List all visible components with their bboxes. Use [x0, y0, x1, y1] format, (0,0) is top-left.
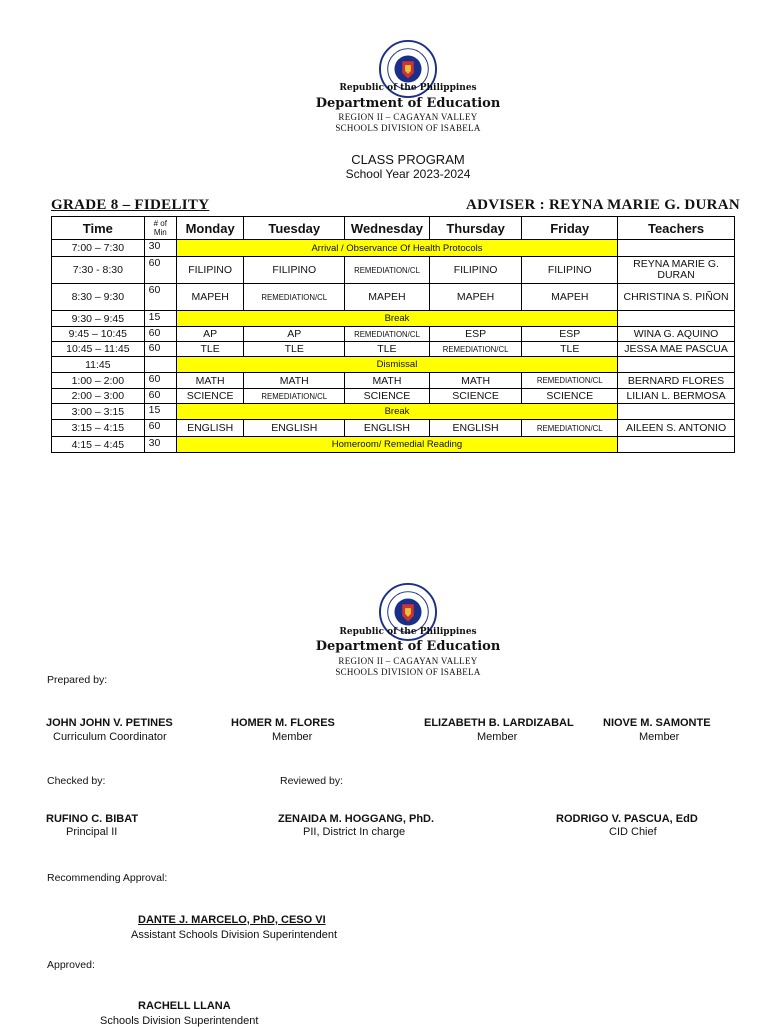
teacher-cell: WINA G. AQUINO — [618, 327, 735, 342]
signatory-role: Curriculum Coordinator — [53, 731, 167, 743]
time-cell: 7:30 - 8:30 — [52, 257, 145, 284]
teacher-cell: LILIAN L. BERMOSA — [618, 389, 735, 404]
minutes-cell: 60 — [144, 257, 176, 284]
subject-cell: ESP — [429, 327, 522, 342]
header-division: SCHOOLS DIVISION OF ISABELA — [335, 123, 481, 133]
signatory-role: Principal II — [66, 826, 118, 838]
signatory-role: Member — [477, 731, 518, 743]
activity-cell: Break — [176, 404, 617, 420]
header-teachers: Teachers — [618, 217, 735, 240]
teacher-cell: REYNA MARIE G. DURAN — [618, 257, 735, 284]
table-row — [52, 240, 735, 257]
subject-cell: REMEDIATION/CL — [345, 327, 430, 342]
program-title: CLASS PROGRAM — [351, 152, 465, 167]
subject-cell: FILIPINO — [429, 257, 522, 284]
teacher-cell: AILEEN S. ANTONIO — [618, 420, 735, 437]
signatory-name: DANTE J. MARCELO, PhD, CESO VI — [138, 914, 326, 926]
time-cell: 7:00 – 7:30 — [52, 240, 145, 257]
subject-cell: TLE — [244, 342, 345, 357]
header-department: Department of Education — [315, 96, 501, 111]
minutes-cell: 60 — [144, 373, 176, 389]
subject-cell: REMEDIATION/CL — [522, 420, 618, 437]
header-tuesday: Tuesday — [244, 217, 345, 240]
header-division: SCHOOLS DIVISION OF ISABELA — [335, 667, 481, 677]
table-row — [52, 437, 735, 453]
header-department: Department of Education — [315, 639, 501, 654]
signatory-name: ELIZABETH B. LARDIZABAL — [424, 717, 574, 729]
subject-cell: MAPEH — [429, 284, 522, 311]
time-cell: 8:30 – 9:30 — [52, 284, 145, 311]
table-row — [52, 420, 735, 437]
subject-cell: REMEDIATION/CL — [345, 257, 430, 284]
approved-label: Approved: — [47, 959, 95, 971]
table-row — [52, 373, 735, 389]
subject-cell: REMEDIATION/CL — [244, 389, 345, 404]
teacher-cell: JESSA MAE PASCUA — [618, 342, 735, 357]
subject-cell: MATH — [176, 373, 243, 389]
teacher-cell — [618, 240, 735, 257]
signatory-name: RACHELL LLANA — [138, 1000, 231, 1012]
subject-cell: MATH — [345, 373, 430, 389]
signatory-name: NIOVE M. SAMONTE — [603, 717, 711, 729]
table-row — [52, 357, 735, 373]
minutes-cell: 30 — [144, 437, 176, 453]
subject-cell: MAPEH — [176, 284, 243, 311]
subject-cell: REMEDIATION/CL — [429, 342, 522, 357]
subject-cell: MATH — [429, 373, 522, 389]
table-row — [52, 257, 735, 284]
teacher-cell — [618, 404, 735, 420]
signatory-role: PII, District In charge — [303, 826, 406, 838]
subject-cell: MATH — [244, 373, 345, 389]
subject-cell: AP — [244, 327, 345, 342]
class-schedule-table — [51, 216, 735, 453]
minutes-cell: 60 — [144, 327, 176, 342]
time-cell: 3:00 – 3:15 — [52, 404, 145, 420]
table-row — [52, 342, 735, 357]
header-time: Time — [52, 217, 145, 240]
signatory-name: HOMER M. FLORES — [231, 717, 335, 729]
table-row — [52, 327, 735, 342]
signatory-role: Member — [272, 731, 313, 743]
activity-cell: Homeroom/ Remedial Reading — [176, 437, 617, 453]
subject-cell: TLE — [176, 342, 243, 357]
time-cell: 9:30 – 9:45 — [52, 311, 145, 327]
time-cell: 3:15 – 4:15 — [52, 420, 145, 437]
teacher-cell — [618, 437, 735, 453]
header-republic: Republic of the Philippines — [339, 83, 477, 93]
subject-cell: SCIENCE — [176, 389, 243, 404]
teacher-cell — [618, 311, 735, 327]
minutes-cell: 15 — [144, 311, 176, 327]
header-monday: Monday — [176, 217, 243, 240]
subject-cell: FILIPINO — [176, 257, 243, 284]
teacher-cell: BERNARD FLORES — [618, 373, 735, 389]
signatory-role: Member — [639, 731, 680, 743]
minutes-cell: 30 — [144, 240, 176, 257]
checked-by-label: Checked by: — [47, 775, 106, 787]
minutes-cell: 60 — [144, 342, 176, 357]
subject-cell: MAPEH — [345, 284, 430, 311]
header-minutes: # of Min — [144, 217, 176, 240]
time-cell: 10:45 – 11:45 — [52, 342, 145, 357]
minutes-cell: 60 — [144, 420, 176, 437]
recommending-approval-label: Recommending Approval: — [47, 872, 168, 884]
subject-cell: SCIENCE — [522, 389, 618, 404]
subject-cell: SCIENCE — [429, 389, 522, 404]
subject-cell: ESP — [522, 327, 618, 342]
subject-cell: AP — [176, 327, 243, 342]
minutes-cell: 60 — [144, 284, 176, 311]
subject-cell: TLE — [345, 342, 430, 357]
signatory-name: JOHN JOHN V. PETINES — [46, 717, 173, 729]
subject-cell: ENGLISH — [176, 420, 243, 437]
minutes-cell — [144, 357, 176, 373]
table-row — [52, 311, 735, 327]
table-header-row — [52, 217, 735, 240]
adviser: ADVISER : REYNA MARIE G. DURAN — [466, 197, 741, 213]
signatory-role: Schools Division Superintendent — [100, 1015, 259, 1027]
subject-cell: TLE — [522, 342, 618, 357]
time-cell: 11:45 — [52, 357, 145, 373]
header-republic: Republic of the Philippines — [339, 627, 477, 637]
header-thursday: Thursday — [429, 217, 522, 240]
minutes-cell: 15 — [144, 404, 176, 420]
activity-cell: Dismissal — [176, 357, 617, 373]
signatory-name: ZENAIDA M. HOGGANG, PhD. — [278, 813, 435, 825]
subject-cell: ENGLISH — [244, 420, 345, 437]
subject-cell: SCIENCE — [345, 389, 430, 404]
table-row — [52, 389, 735, 404]
header-wednesday: Wednesday — [345, 217, 430, 240]
reviewed-by-label: Reviewed by: — [280, 775, 344, 787]
minutes-cell: 60 — [144, 389, 176, 404]
subject-cell: ENGLISH — [429, 420, 522, 437]
subject-cell: MAPEH — [522, 284, 618, 311]
time-cell: 9:45 – 10:45 — [52, 327, 145, 342]
grade-section: GRADE 8 – FIDELITY — [51, 197, 210, 213]
subject-cell: FILIPINO — [522, 257, 618, 284]
header-region: REGION II – CAGAYAN VALLEY — [338, 112, 478, 122]
table-row — [52, 404, 735, 420]
teacher-cell — [618, 357, 735, 373]
header-friday: Friday — [522, 217, 618, 240]
time-cell: 2:00 – 3:00 — [52, 389, 145, 404]
signatory-role: Assistant Schools Division Superintendent — [131, 929, 338, 941]
subject-cell: FILIPINO — [244, 257, 345, 284]
time-cell: 1:00 – 2:00 — [52, 373, 145, 389]
school-year: School Year 2023-2024 — [345, 167, 471, 181]
signatory-role: CID Chief — [609, 826, 657, 838]
signatory-name: RODRIGO V. PASCUA, EdD — [556, 813, 698, 825]
prepared-by-label: Prepared by: — [47, 674, 108, 686]
table-row — [52, 284, 735, 311]
signatory-name: RUFINO C. BIBAT — [46, 813, 139, 825]
header-region: REGION II – CAGAYAN VALLEY — [338, 656, 478, 666]
activity-cell: Arrival / Observance Of Health Protocols — [176, 240, 617, 257]
subject-cell: REMEDIATION/CL — [244, 284, 345, 311]
subject-cell: ENGLISH — [345, 420, 430, 437]
time-cell: 4:15 – 4:45 — [52, 437, 145, 453]
subject-cell: REMEDIATION/CL — [522, 373, 618, 389]
teacher-cell: CHRISTINA S. PIÑON — [618, 284, 735, 311]
activity-cell: Break — [176, 311, 617, 327]
